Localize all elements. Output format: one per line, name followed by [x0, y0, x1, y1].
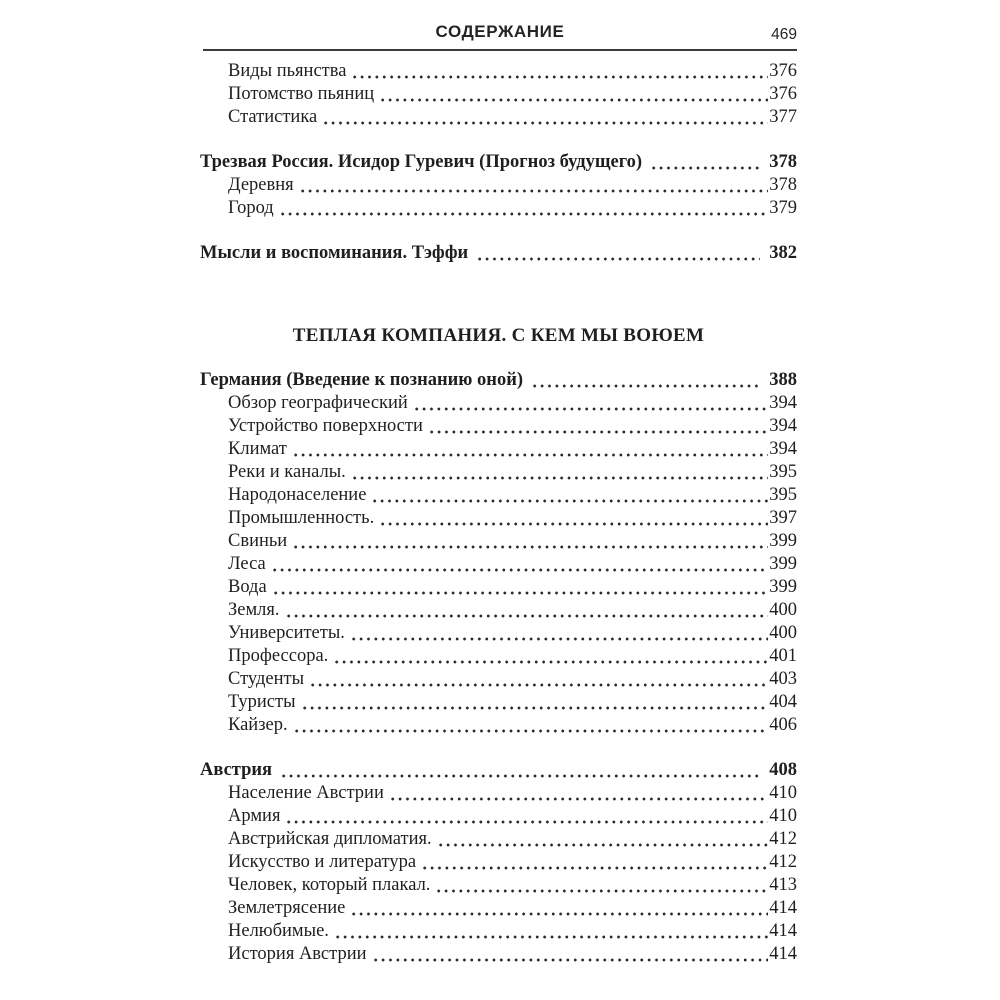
toc-entry-page: 404 — [769, 692, 797, 712]
toc-entry-label: Армия — [228, 806, 281, 826]
dot-leader — [285, 820, 768, 824]
toc-entry-label: Устройство поверхности — [228, 416, 423, 436]
toc-list — [200, 60, 797, 966]
dot-leader — [476, 257, 760, 261]
toc-entry — [200, 622, 797, 645]
toc-entry-page: 414 — [769, 921, 797, 941]
toc-entry-page: 414 — [769, 944, 797, 964]
dot-leader — [413, 407, 768, 411]
dot-leader — [334, 935, 768, 939]
toc-entry-label: Землетрясение — [228, 898, 346, 918]
toc-entry — [200, 874, 797, 897]
dot-leader — [299, 189, 769, 193]
toc-entry-label: Австрийская дипломатия. — [228, 829, 432, 849]
dot-leader — [371, 499, 768, 503]
toc-entry-label: Потомство пьяниц — [228, 84, 375, 104]
toc-entry — [200, 828, 797, 851]
toc-entry-label: Реки и каналы. — [228, 462, 346, 482]
toc-entry-page: 388 — [769, 370, 797, 390]
toc-entry-label: Кайзер. — [228, 715, 288, 735]
toc-entry-page: 394 — [769, 416, 797, 436]
dot-leader — [271, 568, 769, 572]
toc-entry-page: 400 — [769, 623, 797, 643]
toc-entry-label: Австрия — [200, 760, 273, 780]
toc-entry-label: Вода — [228, 577, 267, 597]
toc-entry-page: 399 — [769, 554, 797, 574]
toc-entry-page: 408 — [769, 760, 797, 780]
toc-entry-label: Студенты — [228, 669, 305, 689]
toc-group — [200, 759, 797, 966]
toc-entry-label: Виды пьянства — [228, 61, 347, 81]
toc-entry-label: Мысли и воспоминания. Тэффи — [200, 243, 469, 263]
toc-entry-label: Профессора. — [228, 646, 329, 666]
dot-leader — [322, 121, 768, 125]
toc-entry — [200, 507, 797, 530]
toc-group — [200, 151, 797, 220]
dot-leader — [292, 545, 768, 549]
toc-entry-label: Свиньи — [228, 531, 288, 551]
toc-entry-page: 379 — [769, 198, 797, 218]
toc-entry-page: 394 — [769, 439, 797, 459]
toc-entry — [200, 782, 797, 805]
toc-entry — [200, 943, 797, 966]
toc-entry — [200, 668, 797, 691]
toc-entry — [200, 415, 797, 438]
section-title: ТЕПЛАЯ КОМПАНИЯ. С КЕМ МЫ ВОЮЕМ — [292, 325, 705, 346]
dot-leader — [333, 660, 768, 664]
toc-entry-label: Искусство и литература — [228, 852, 417, 872]
toc-entry-page: 395 — [769, 462, 797, 482]
toc-entry-label: Город — [228, 198, 274, 218]
toc-entry — [200, 851, 797, 874]
toc-entry-page: 399 — [769, 531, 797, 551]
toc-entry-page: 394 — [769, 393, 797, 413]
dot-leader — [292, 453, 768, 457]
toc-entry-label: Население Австрии — [228, 783, 384, 803]
toc-entry-page: 377 — [769, 107, 797, 127]
toc-entry — [200, 151, 797, 174]
toc-entry-page: 403 — [769, 669, 797, 689]
toc-entry-label: Обзор географический — [228, 393, 408, 413]
dot-leader — [650, 166, 760, 170]
toc-entry-label: Земля. — [228, 600, 280, 620]
dot-leader — [351, 75, 768, 79]
dot-leader — [309, 683, 768, 687]
toc-entry-page: 410 — [769, 806, 797, 826]
toc-entry — [200, 484, 797, 507]
page-header — [203, 22, 797, 51]
dot-leader — [372, 958, 769, 962]
toc-entry-page: 382 — [769, 243, 797, 263]
dot-leader — [531, 384, 760, 388]
toc-entry — [200, 392, 797, 415]
toc-entry-page: 376 — [769, 61, 797, 81]
toc-entry — [200, 106, 797, 129]
toc-entry-label: Трезвая Россия. Исидор Гуревич (Прогноз будущего) — [200, 152, 643, 172]
toc-entry-label: Туристы — [228, 692, 296, 712]
dot-leader — [279, 212, 769, 216]
toc-entry-page: 410 — [769, 783, 797, 803]
toc-entry-label: Леса — [228, 554, 266, 574]
toc-entry — [200, 242, 797, 265]
toc-entry-page: 406 — [769, 715, 797, 735]
toc-entry — [200, 83, 797, 106]
dot-leader — [351, 476, 768, 480]
toc-entry — [200, 438, 797, 461]
dot-leader — [350, 912, 768, 916]
toc-entry — [200, 576, 797, 599]
dot-leader — [272, 591, 769, 595]
folio-page-number: 469 — [771, 26, 797, 43]
dot-leader — [285, 614, 769, 618]
dot-leader — [435, 889, 768, 893]
toc-entry — [200, 714, 797, 737]
toc-group — [200, 369, 797, 737]
dot-leader — [379, 98, 768, 102]
toc-entry — [200, 369, 797, 392]
toc-entry-page: 378 — [769, 152, 797, 172]
toc-entry-label: Народонаселение — [228, 485, 367, 505]
toc-entry-label: Человек, который плакал. — [228, 875, 431, 895]
toc-entry — [200, 897, 797, 920]
running-head-title: СОДЕРЖАНИЕ — [435, 22, 565, 41]
toc-entry — [200, 759, 797, 782]
dot-leader — [293, 729, 769, 733]
toc-entry — [200, 920, 797, 943]
toc-entry — [200, 461, 797, 484]
toc-entry-page: 395 — [769, 485, 797, 505]
toc-entry-label: Германия (Введение к познанию оной) — [200, 370, 524, 390]
toc-entry — [200, 174, 797, 197]
toc-entry-label: Нелюбимые. — [228, 921, 329, 941]
toc-entry-page: 412 — [769, 829, 797, 849]
toc-group — [200, 242, 797, 265]
toc-entry — [200, 197, 797, 220]
dot-leader — [428, 430, 768, 434]
toc-entry — [200, 553, 797, 576]
toc-entry-page: 376 — [769, 84, 797, 104]
toc-entry-page: 414 — [769, 898, 797, 918]
toc-entry-label: Статистика — [228, 107, 318, 127]
dot-leader — [301, 706, 769, 710]
toc-entry-page: 399 — [769, 577, 797, 597]
dot-leader — [379, 522, 768, 526]
toc-entry-page: 412 — [769, 852, 797, 872]
toc-entry-label: Промышленность. — [228, 508, 375, 528]
toc-entry — [200, 60, 797, 83]
toc-entry — [200, 691, 797, 714]
toc-group — [200, 60, 797, 129]
toc-entry-page: 401 — [769, 646, 797, 666]
toc-entry-page: 413 — [769, 875, 797, 895]
dot-leader — [280, 774, 760, 778]
dot-leader — [437, 843, 769, 847]
toc-entry-label: Климат — [228, 439, 287, 459]
toc-entry — [200, 805, 797, 828]
toc-entry-page: 378 — [769, 175, 797, 195]
toc-entry — [200, 530, 797, 553]
toc-entry-label: История Австрии — [228, 944, 367, 964]
dot-leader — [389, 797, 768, 801]
toc-entry — [200, 599, 797, 622]
dot-leader — [421, 866, 768, 870]
dot-leader — [350, 637, 768, 641]
toc-entry — [200, 645, 797, 668]
toc-entry-label: Деревня — [228, 175, 294, 195]
toc-entry-page: 397 — [769, 508, 797, 528]
toc-entry-label: Университеты. — [228, 623, 345, 643]
toc-entry-page: 400 — [769, 600, 797, 620]
